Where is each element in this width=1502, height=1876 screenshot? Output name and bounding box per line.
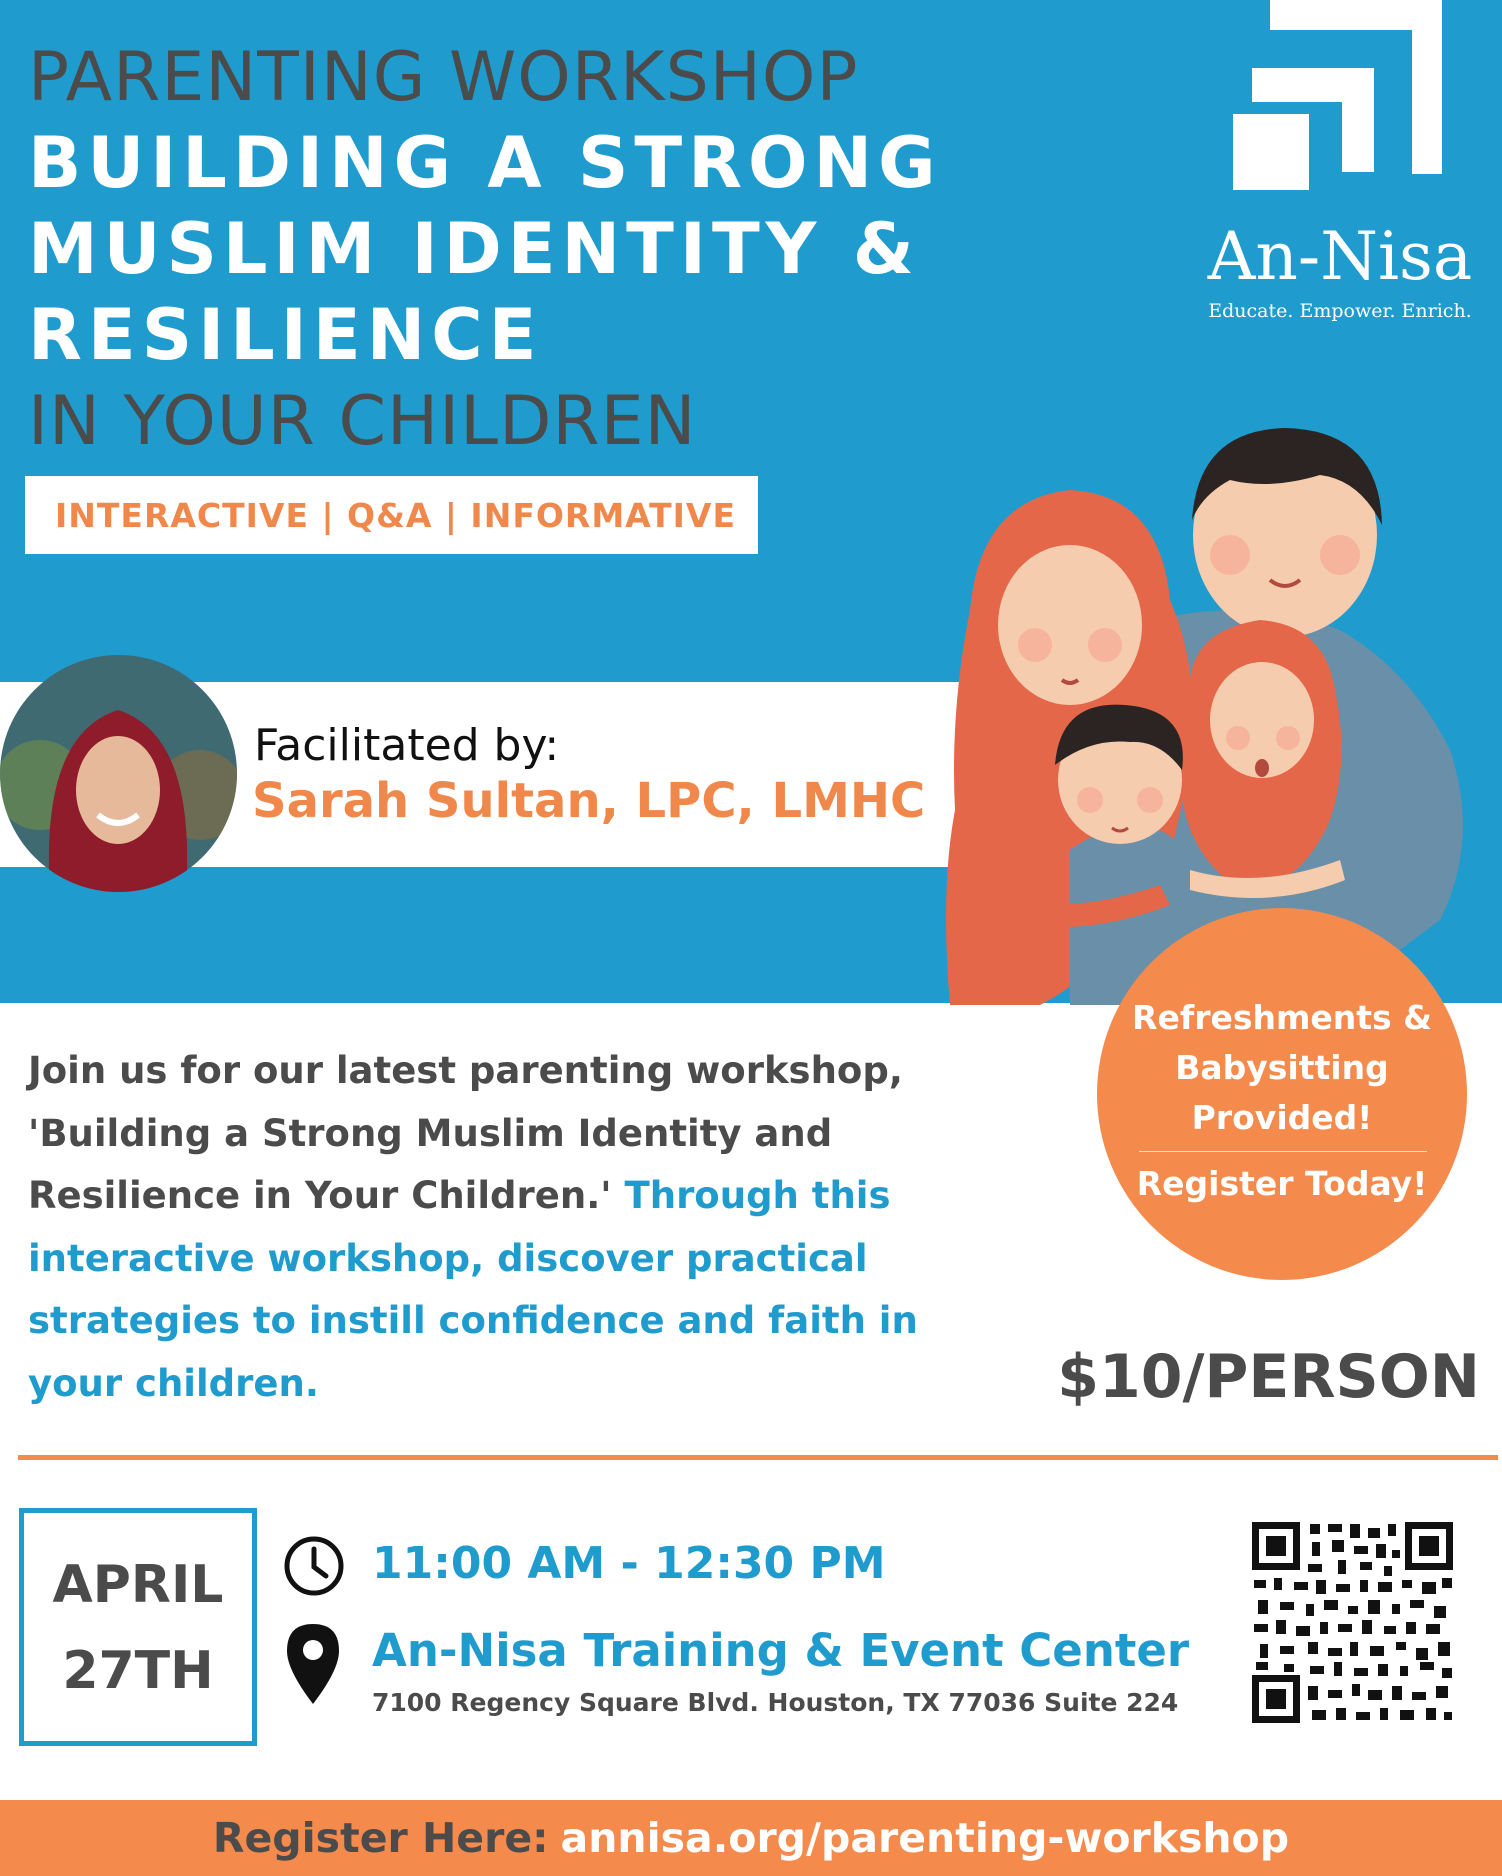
title-line-5: IN YOUR CHILDREN (28, 382, 697, 461)
badge-line-3: Provided! (1191, 1098, 1373, 1137)
register-link[interactable]: annisa.org/parenting-workshop (560, 1814, 1290, 1862)
badge-text (1097, 993, 1467, 1143)
badge-divider (1139, 1151, 1427, 1152)
logo-tagline: Educate. Empower. Enrich. (1208, 300, 1472, 322)
event-date (19, 1508, 257, 1746)
logo-icon (1230, 0, 1470, 205)
badge-line-1: Refreshments & (1132, 998, 1432, 1037)
register-today[interactable]: Register Today! (1136, 1164, 1428, 1203)
title-line-1: PARENTING WORKSHOP (28, 38, 859, 117)
badge-line-2: Babysitting (1175, 1048, 1389, 1087)
event-time: 11:00 AM - 12:30 PM (372, 1538, 886, 1589)
event-venue: An-Nisa Training & Event Center (372, 1624, 1190, 1677)
feature-tags: INTERACTIVE | Q&A | INFORMATIVE (25, 476, 758, 554)
description (28, 1040, 968, 1415)
event-month: APRIL (52, 1555, 224, 1615)
description-intro: Join us for our latest parenting workshop, 'Building a Strong Muslim Identity and Resilience in Your Children.' (28, 1049, 903, 1217)
title-line-4: RESILIENCE (28, 294, 543, 376)
title-line-2: BUILDING A STRONG (28, 122, 942, 204)
event-day: 27TH (62, 1641, 214, 1701)
facilitator-name: Sarah Sultan, LPC, LMHC (252, 773, 926, 829)
facilitator-label: Facilitated by: (254, 720, 560, 771)
footer-label: Register Here: (212, 1814, 549, 1862)
title-line-3: MUSLIM IDENTITY & (28, 208, 920, 290)
event-address: 7100 Regency Square Blvd. Houston, TX 77036 Suite 224 (372, 1688, 1179, 1717)
clock-icon (283, 1535, 345, 1597)
location-pin-icon (285, 1622, 341, 1706)
register-badge[interactable] (1097, 908, 1467, 1280)
price: $10/PERSON (1057, 1342, 1480, 1412)
qr-code-icon[interactable] (1250, 1520, 1455, 1725)
footer-register-bar (0, 1800, 1502, 1876)
logo-name: An-Nisa (1207, 218, 1473, 295)
facilitator-avatar (0, 655, 237, 892)
description-highlight: Through this interactive workshop, discover practical strategies to instill confidence and faith in your children. (28, 1174, 918, 1405)
section-divider (18, 1455, 1498, 1460)
